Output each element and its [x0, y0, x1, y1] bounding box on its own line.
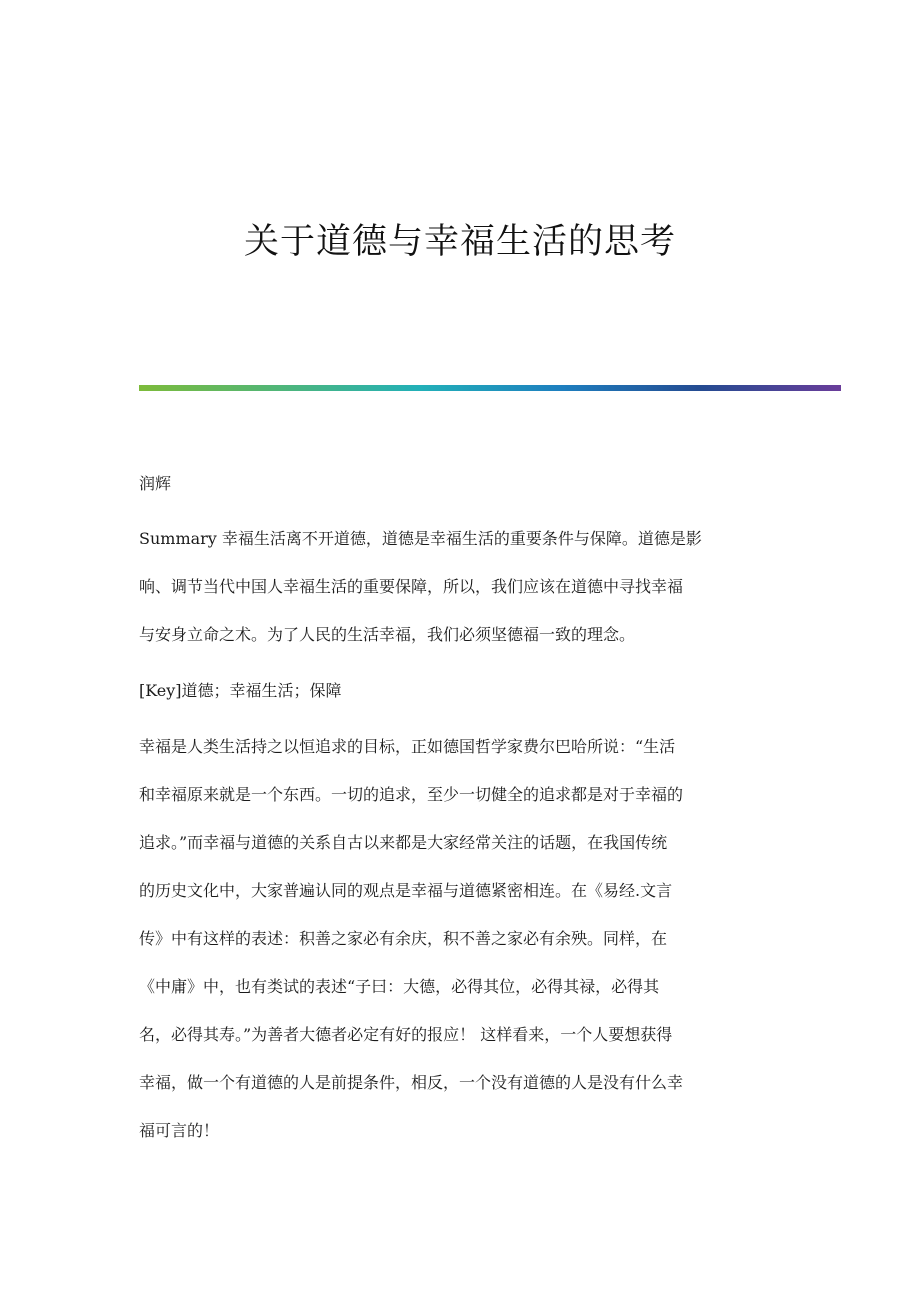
title-divider [139, 385, 841, 391]
keywords-line: [Key]道德；幸福生活；保障 [139, 681, 342, 700]
page-title: 关于道德与幸福生活的思考 [243, 222, 676, 262]
body-paragraph: 幸福是人类生活持之以恒追求的目标，正如德国哲学家费尔巴哈所说：“生活 和幸福原来就是一个东西。一切的追求，至少一切健全的追求都是对于幸福的 追求。”而幸福与道德的关系自古以来都是大家经常关注的话题，在我国传统 的历史文化中，大家普遍认同的观点是幸福与道德紧密相连。在《易经.文言 传》中有这样的表述：积善之家必有余庆，积不善之家必有余殃。同样，在 《中庸》中，也有类试的表述“子曰：大德，必得其位，必得其禄，必得其 名，必得其寿。”为善者大德者必定有好的报应！ 这样看来，一个人要想获得 幸福，做一个有道德的人是前提条件，相反，一个没有道德的人是没有什么幸 福可言的！ [139, 737, 684, 1140]
summary-paragraph: Summary 幸福生活离不开道德，道德是幸福生活的重要条件与保障。道德是影 响、调节当代中国人幸福生活的重要保障，所以，我们应该在道德中寻找幸福 与安身立命之术。为了人民的生活幸福，我们必须坚德福一致的理念。 [139, 529, 702, 644]
author-name: 润辉 [139, 474, 172, 493]
